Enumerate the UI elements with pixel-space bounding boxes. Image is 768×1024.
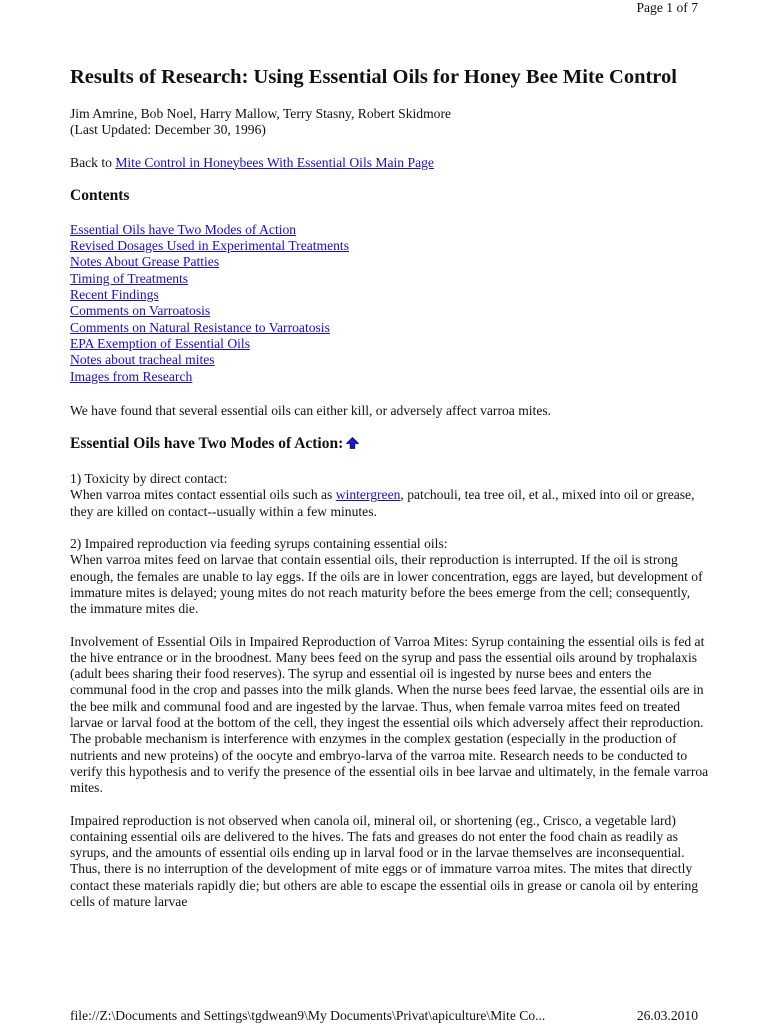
footer-date: 26.03.2010 — [636, 1007, 698, 1023]
toc-link-modes-of-action[interactable]: Essential Oils have Two Modes of Action — [70, 221, 297, 237]
mode-2-text: When varroa mites feed on larvae that contain essential oils, their reproduction is interrupted. If the oil is strong enough, the females are unable to lay eggs. If the oils are in lower concentration, eggs are layed, but development of immature mites is delayed; young mites do not reach maturity before the bees emerge from the cell; consequently, the immature mites die. — [70, 552, 703, 617]
toc-item — [70, 254, 710, 270]
back-prefix: Back to — [70, 154, 116, 170]
mode-1-title: 1) Toxicity by direct contact: — [70, 471, 228, 487]
toc-link-tracheal-mites[interactable]: Notes about tracheal mites — [70, 352, 215, 368]
toc-item — [70, 238, 710, 254]
toc-item — [70, 271, 710, 287]
mode-2-title: 2) Impaired reproduction via feeding syrups containing essential oils: — [70, 536, 448, 552]
toc-item — [70, 222, 710, 238]
page-title: Results of Research: Using Essential Oils for Honey Bee Mite Control — [70, 66, 677, 88]
impaired-reproduction-paragraph: Impaired reproduction is not observed when canola oil, mineral oil, or shortening (eg., Crisco, a vegetable lard) containing essential oils are delivered to the hives. The fats and greases do not enter the food chain as readily as syrups, and the amounts of essential oils ending up in larval food or in the larvae themselves are inconsequential. Thus, there is no interruption of the development of mite eggs or of immature varroa mites. The mites that directly contact these materials rapidly die; but others are able to escape the essential oils in grease or canola oil by entering cells of mature larvae — [70, 812, 699, 909]
mode-2-paragraph — [70, 536, 710, 617]
intro-paragraph: We have found that several essential oils can either kill, or adversely affect varroa mites. — [70, 402, 552, 418]
document-body — [70, 66, 710, 926]
mode-1-text-before: When varroa mites contact essential oils such as — [70, 487, 336, 503]
toc-link-revised-dosages[interactable]: Revised Dosages Used in Experimental Treatments — [70, 238, 350, 254]
toc-link-varroatosis[interactable]: Comments on Varroatosis — [70, 303, 211, 319]
main-page-link[interactable]: Mite Control in Honeybees With Essential Oils Main Page — [115, 154, 434, 170]
table-of-contents — [70, 222, 710, 385]
toc-link-recent-findings[interactable]: Recent Findings — [70, 287, 159, 303]
toc-item — [70, 352, 710, 368]
section-heading-modes — [70, 435, 710, 454]
up-arrow-icon[interactable] — [346, 436, 359, 454]
toc-link-images[interactable]: Images from Research — [70, 368, 193, 384]
toc-item — [70, 320, 710, 336]
authors-block — [70, 106, 710, 139]
toc-link-timing[interactable]: Timing of Treatments — [70, 270, 189, 286]
mode-1-paragraph — [70, 471, 710, 520]
section-heading-text: Essential Oils have Two Modes of Action: — [70, 435, 344, 453]
toc-item — [70, 336, 710, 352]
toc-item — [70, 303, 710, 319]
toc-item — [70, 369, 710, 385]
authors: Jim Amrine, Bob Noel, Harry Mallow, Terry Stasny, Robert Skidmore — [70, 106, 452, 121]
toc-link-epa-exemption[interactable]: EPA Exemption of Essential Oils — [70, 335, 250, 351]
mode-1-text-after: , patchouli, tea tree oil, et al., mixed into oil or grease, they are killed on contact--usually within a few minutes. — [70, 487, 695, 519]
footer-file-path: file://Z:\Documents and Settings\tgdwean9\My Documents\Privat\apiculture\Mite Co... — [70, 1007, 546, 1023]
toc-link-grease-patties[interactable]: Notes About Grease Patties — [70, 254, 220, 270]
involvement-paragraph: Involvement of Essential Oils in Impaired Reproduction of Varroa Mites: Syrup containing the essential oils is fed at the hive entrance or in the broodnest. Many bees feed on the syrup and pass the essential oils around by trophalaxis (adult bees sharing their food reserves). The syrup and essential oil is ingested by nurse bees and enters the communal food in the crop and passes into the milk glands. When the nurse bees feed larvae, the essential oils are in the bee milk and communal food and are ingested by the larvae. Thus, when female varroa mites feed on treated larvae or larval food at the bottom of the cell, they ingest the essential oils which adversely affect their reproduction. The probable mechanism is interference with enzymes in the complex gestation (especially in the production of nutrients and new proteins) of the oocyte and embryo-larva of the varroa mite. Research needs to be conducted to verify this hypothesis and to verify the presence of the essential oils in bee larvae and ultimately, in the female varroa mites. — [70, 633, 709, 796]
contents-heading: Contents — [70, 186, 130, 204]
toc-link-natural-resistance[interactable]: Comments on Natural Resistance to Varroatosis — [70, 319, 330, 335]
back-link-line — [70, 155, 710, 171]
last-updated: (Last Updated: December 30, 1996) — [70, 122, 266, 138]
toc-item — [70, 287, 710, 303]
wintergreen-link[interactable]: wintergreen — [335, 487, 401, 503]
page-number: Page 1 of 7 — [636, 0, 698, 15]
